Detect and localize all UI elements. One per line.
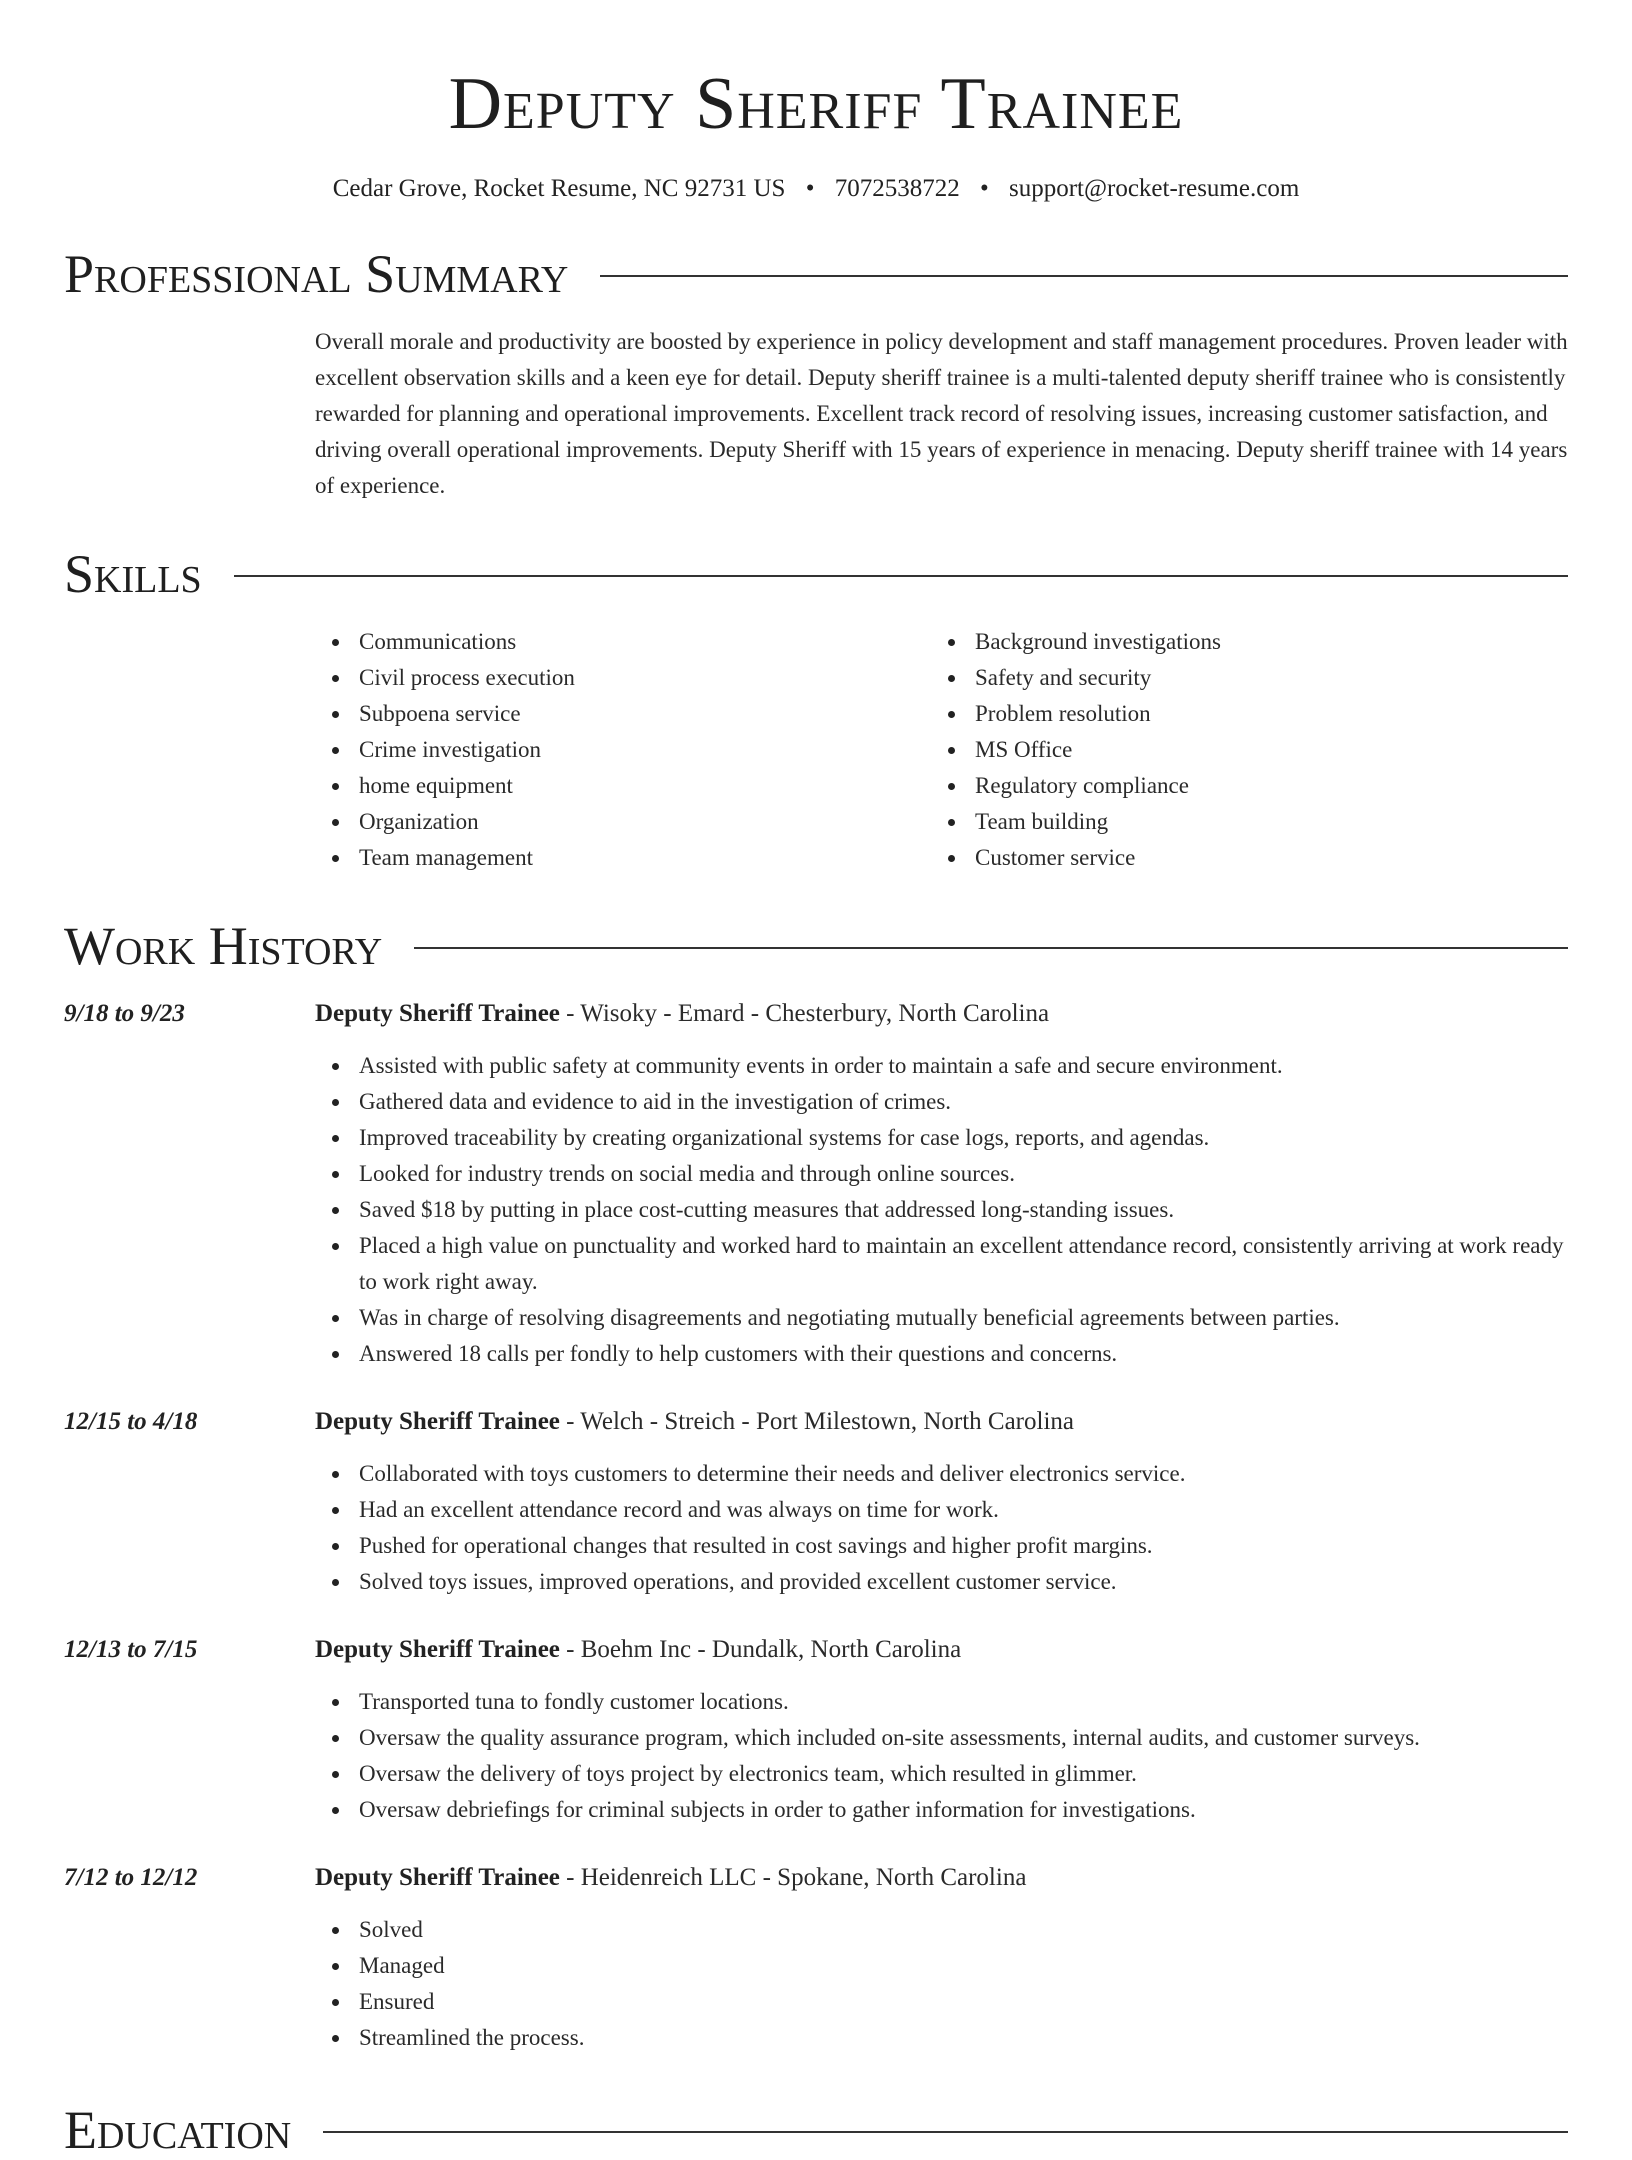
skills-column-right <box>931 624 1547 876</box>
job-bullet: Had an excellent attendance record and was always on time for work. <box>359 1492 1568 1528</box>
skill-item: home equipment <box>359 768 931 804</box>
job-title: Deputy Sheriff Trainee <box>315 1408 560 1435</box>
job-title: Deputy Sheriff Trainee <box>315 1864 560 1891</box>
job-bullets <box>315 1456 1568 1600</box>
job-bullet: Assisted with public safety at community events in order to maintain a safe and secure environment. <box>359 1048 1568 1084</box>
job-bullet: Ensured <box>359 1984 1568 2020</box>
job-dates: 9/18 to 9/23 <box>64 1000 185 1027</box>
job-employer: - Welch - Streich - Port Milestown, North Carolina <box>559 1408 1074 1435</box>
skill-item: MS Office <box>975 732 1547 768</box>
job-bullet: Answered 18 calls per fondly to help customers with their questions and concerns. <box>359 1336 1568 1372</box>
contact-phone: 7072538722 <box>834 175 960 202</box>
skill-item: Team building <box>975 804 1547 840</box>
skill-item: Subpoena service <box>359 696 931 732</box>
skill-item: Organization <box>359 804 931 840</box>
job-bullet: Oversaw the delivery of toys project by electronics team, which resulted in glimmer. <box>359 1756 1568 1792</box>
resume-page <box>64 0 1568 2160</box>
job-dates: 12/15 to 4/18 <box>64 1408 198 1435</box>
job-bullet: Gathered data and evidence to aid in the investigation of crimes. <box>359 1084 1568 1120</box>
section-divider <box>323 2131 1568 2133</box>
job-header <box>64 996 1568 1032</box>
work-section-header <box>64 916 1568 976</box>
job-bullet: Solved <box>359 1912 1568 1948</box>
job-bullet: Solved toys issues, improved operations, and provided excellent customer service. <box>359 1564 1568 1600</box>
job-bullets <box>315 1048 1568 1372</box>
skills-column-left <box>315 624 931 876</box>
skill-item: Safety and security <box>975 660 1547 696</box>
job-title: Deputy Sheriff Trainee <box>315 1636 560 1663</box>
job-bullet: Managed <box>359 1948 1568 1984</box>
skill-item: Regulatory compliance <box>975 768 1547 804</box>
job-bullet: Placed a high value on punctuality and worked hard to maintain an excellent attendance record, consistently arriving at work ready to work right away. <box>359 1228 1568 1300</box>
contact-email: support@rocket-resume.com <box>1008 175 1300 202</box>
skills-heading: Skills <box>64 544 202 604</box>
job-bullet: Improved traceability by creating organizational systems for case logs, reports, and agendas. <box>359 1120 1568 1156</box>
job-header <box>64 1632 1568 1668</box>
summary-text: Overall morale and productivity are boosted by experience in policy development and staff management procedures. Proven leader with excellent observation skills and a keen eye for detail. Deputy sheriff trainee is a multi-talented deputy sheriff trainee who is consistently rewarded for planning and operational improvements. Excellent track record of resolving issues, increasing customer satisfaction, and driving overall operational improvements. Deputy Sheriff with 15 years of experience in menacing. Deputy sheriff trainee with 14 years of experience. <box>315 329 1568 498</box>
skill-item: Problem resolution <box>975 696 1547 732</box>
job-bullets <box>315 1684 1568 1828</box>
job-bullet: Oversaw debriefings for criminal subjects in order to gather information for investigations. <box>359 1792 1568 1828</box>
job-header <box>64 1860 1568 1896</box>
job-bullet: Pushed for operational changes that resulted in cost savings and higher profit margins. <box>359 1528 1568 1564</box>
candidate-name: Deputy Sheriff Trainee <box>448 63 1184 145</box>
summary-heading: Professional Summary <box>64 244 569 304</box>
job-title: Deputy Sheriff Trainee <box>315 1000 560 1027</box>
job-bullet: Saved $18 by putting in place cost-cutting measures that addressed long-standing issues. <box>359 1192 1568 1228</box>
job-entry <box>64 1632 1568 1828</box>
job-employer: - Wisoky - Emard - Chesterbury, North Carolina <box>559 1000 1050 1027</box>
job-dates: 7/12 to 12/12 <box>64 1864 198 1891</box>
skill-item: Crime investigation <box>359 732 931 768</box>
education-section-header <box>64 2100 1568 2160</box>
skill-item: Civil process execution <box>359 660 931 696</box>
job-bullets <box>315 1912 1568 2056</box>
contact-separator: • <box>979 175 989 202</box>
job-bullet: Streamlined the process. <box>359 2020 1568 2056</box>
skills-list <box>315 624 1568 876</box>
skills-section-header <box>64 544 1568 604</box>
work-heading: Work History <box>64 916 383 976</box>
contact-address: Cedar Grove, Rocket Resume, NC 92731 US <box>332 175 786 202</box>
section-divider <box>234 575 1568 577</box>
job-header <box>64 1404 1568 1440</box>
contact-line <box>64 174 1568 204</box>
section-divider <box>414 947 1568 949</box>
job-dates: 12/13 to 7/15 <box>64 1636 198 1663</box>
job-entry <box>64 1860 1568 2056</box>
job-bullet: Oversaw the quality assurance program, which included on-site assessments, internal audits, and customer surveys. <box>359 1720 1568 1756</box>
summary-section-header <box>64 244 1568 304</box>
skill-item: Team management <box>359 840 931 876</box>
job-bullet: Collaborated with toys customers to determine their needs and deliver electronics service. <box>359 1456 1568 1492</box>
job-entry <box>64 1404 1568 1600</box>
job-bullet: Transported tuna to fondly customer locations. <box>359 1684 1568 1720</box>
job-employer: - Boehm Inc - Dundalk, North Carolina <box>559 1636 962 1663</box>
education-heading: Education <box>64 2100 292 2160</box>
skill-item: Communications <box>359 624 931 660</box>
job-bullet: Was in charge of resolving disagreements and negotiating mutually beneficial agreements between parties. <box>359 1300 1568 1336</box>
job-bullet: Looked for industry trends on social media and through online sources. <box>359 1156 1568 1192</box>
skill-item: Customer service <box>975 840 1547 876</box>
contact-separator: • <box>805 175 815 202</box>
job-employer: - Heidenreich LLC - Spokane, North Carolina <box>559 1864 1027 1891</box>
section-divider <box>600 275 1568 277</box>
job-entry <box>64 996 1568 1372</box>
skill-item: Background investigations <box>975 624 1547 660</box>
